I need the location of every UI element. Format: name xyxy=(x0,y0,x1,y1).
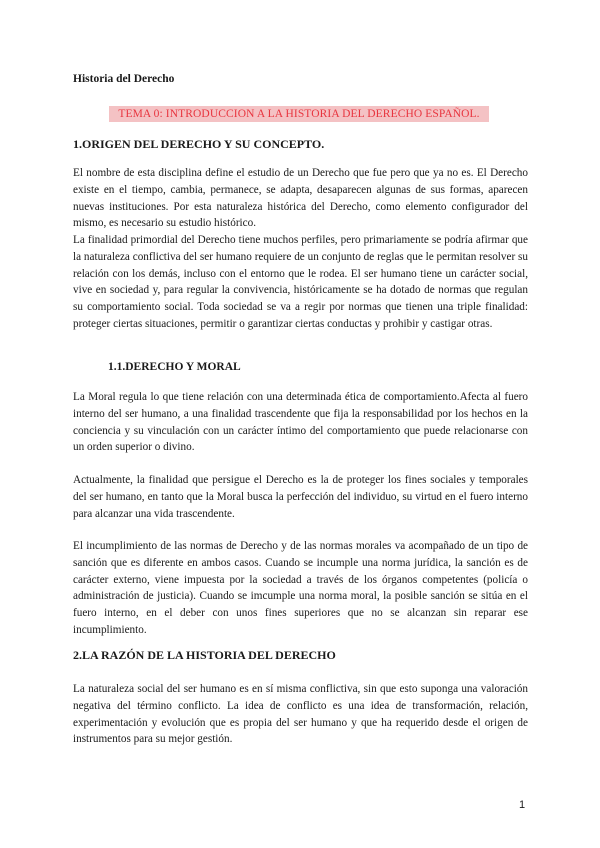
page-number: 1 xyxy=(519,799,526,811)
document-title: Historia del Derecho xyxy=(73,73,175,85)
subsection11-paragraph-3: El incumplimiento de las normas de Derecho y de las normas morales va acompañado de un tipo de sanción que es diferente en ambos casos. Cuando se incumple una norma jurídica, la sanción es de carácter externo, viene impuesta por la sociedad a través de los órganos competentes (policía o administración de justicia). Cuando se imcumple una norma moral, la posible sanción se sitúa en el fuero interno, en el deber con unos fines superiores que no se alcanzan sin reparar ese incumplimiento. xyxy=(73,540,528,636)
subsection11-paragraph-1: La Moral regula lo que tiene relación con una determinada ética de comportamiento.Afecta al fuero interno del ser humano, a una finalidad trascendente que fija la responsabilidad por los hechos en la conciencia y su vinculación con un carácter íntimo del comportamiento que puede relacionarse con un orden superior o divino. xyxy=(73,391,528,454)
topic-banner: TEMA 0: INTRODUCCION A LA HISTORIA DEL DERECHO ESPAÑOL. xyxy=(109,106,489,122)
section1-paragraph-1: El nombre de esta disciplina define el estudio de un Derecho que fue pero que ya no es. El Derecho existe en el tiempo, cambia, permanece, se adapta, desaparecen algunas de sus formas, aparecen nuevas instituciones. Por esta naturaleza histórica del Derecho, como elemento configurador del mismo, es necesario su estudio histórico. xyxy=(73,167,528,230)
section1-paragraph-2: La finalidad primordial del Derecho tiene muchos perfiles, pero primariamente se podría afirmar que la naturaleza conflictiva del ser humano requiere de un conjunto de reglas que le permitan resolver su relación con los demás, incluso con el entorno que le rodea. El ser humano tiene un carácter social, vive en sociedad y, para regular la convivencia, históricamente se ha dotado de normas que regulan su comportamiento social. Toda sociedad se va a regir por normas que tienen una triple finalidad: proteger ciertas situaciones, permitir o garantizar ciertas conductas y prohibir y castigar otras. xyxy=(73,234,528,330)
subsection11-paragraph-2: Actualmente, la finalidad que persigue el Derecho es la de proteger los fines sociales y temporales del ser humano, en tanto que la Moral busca la perfección del individuo, su virtud en el fuero interno para alcanzar una vida trascendente. xyxy=(73,474,528,520)
section2-heading: 2.LA RAZÓN DE LA HISTORIA DEL DERECHO xyxy=(73,648,336,662)
section1-heading: 1.ORIGEN DEL DERECHO Y SU CONCEPTO. xyxy=(73,137,325,151)
section2-paragraph-1: La naturaleza social del ser humano es en sí misma conflictiva, sin que esto suponga una valoración negativa del término conflicto. La idea de conflicto es una idea de transformación, relación, experimentación y evolución que es propia del ser humano y que ha requerido desde el origen de instrumentos para su mejor gestión. xyxy=(73,683,528,746)
subsection11-heading: 1.1.DERECHO Y MORAL xyxy=(108,361,241,373)
